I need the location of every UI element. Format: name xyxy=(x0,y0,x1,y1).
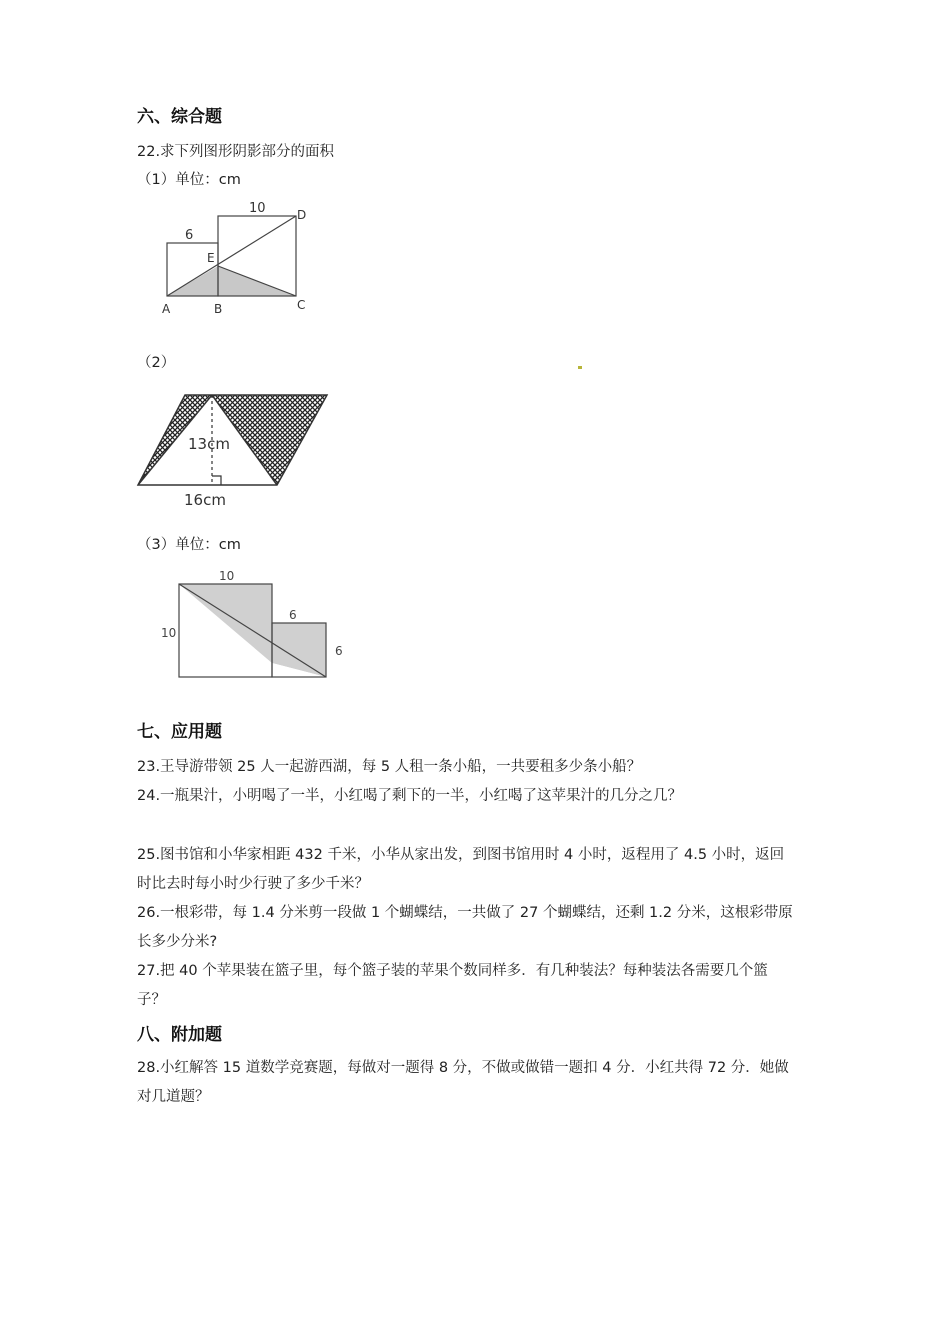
section-heading-8: 八、附加题 xyxy=(137,1025,222,1045)
question-24: 24.一瓶果汁，小明喝了一半，小红喝了剩下的一半，小红喝了这苹果汁的几分之几？ xyxy=(137,788,683,804)
figure-3-label-top: 10 xyxy=(219,569,235,583)
figure-3-label-small-top: 6 xyxy=(289,608,297,622)
figure-1-point-B: B xyxy=(214,302,223,316)
question-22: 22.求下列图形阴影部分的面积 xyxy=(137,144,335,160)
question-26-line-2: 长多少分米? xyxy=(137,934,218,950)
figure-1-label-top: 10 xyxy=(249,201,266,216)
question-22-part-1-label: （1）单位：cm xyxy=(137,172,241,188)
question-22-part-2-label: （2） xyxy=(137,355,176,371)
figure-3-label-left: 10 xyxy=(161,626,177,640)
figure-1-point-C: C xyxy=(297,298,306,312)
figure-3-shaded-upper xyxy=(179,584,272,663)
figure-1-shaded-triangle xyxy=(167,266,296,296)
figure-1-point-D: D xyxy=(297,208,307,222)
figure-2-right-angle-mark xyxy=(212,476,221,485)
section-heading-7: 七、应用题 xyxy=(137,722,222,742)
figure-2-base-label: 16cm xyxy=(184,491,226,509)
question-26-line-1: 26.一根彩带，每 1.4 分米剪一段做 1 个蝴蝶结，一共做了 27 个蝴蝶结，还剩 1.2 分米，这根彩带原 xyxy=(137,905,793,921)
question-22-part-3-label: （3）单位：cm xyxy=(137,537,241,553)
question-28-line-2: 对几道题？ xyxy=(137,1089,210,1105)
figure-1 xyxy=(155,195,325,329)
figure-2 xyxy=(130,385,340,519)
figure-3-label-small-right: 6 xyxy=(335,644,343,658)
figure-3 xyxy=(155,565,355,689)
stray-mark xyxy=(578,366,582,369)
question-27-line-2: 子？ xyxy=(137,992,166,1008)
figure-1-label-left: 6 xyxy=(185,228,194,243)
question-25-line-1: 25.图书馆和小华家相距 432 千米，小华从家出发，到图书馆用时 4 小时，返程用了 4.5 小时，返回 xyxy=(137,847,785,863)
figure-1-point-A: A xyxy=(162,302,171,316)
question-27-line-1: 27.把 40 个苹果装在篮子里，每个篮子装的苹果个数同样多．有几种装法？每种装法各需要几个篮 xyxy=(137,963,768,979)
question-28-line-1: 28.小红解答 15 道数学竞赛题，每做对一题得 8 分，不做或做错一题扣 4 分．小红共得 72 分．她做 xyxy=(137,1060,789,1076)
question-23: 23.王导游带领 25 人一起游西湖，每 5 人租一条小船，一共要租多少条小船？ xyxy=(137,759,642,775)
figure-2-height-label: 13cm xyxy=(188,435,230,453)
question-25-line-2: 时比去时每小时少行驶了多少千米？ xyxy=(137,876,369,892)
section-heading-6: 六、综合题 xyxy=(137,107,222,127)
figure-1-point-E: E xyxy=(207,251,215,265)
